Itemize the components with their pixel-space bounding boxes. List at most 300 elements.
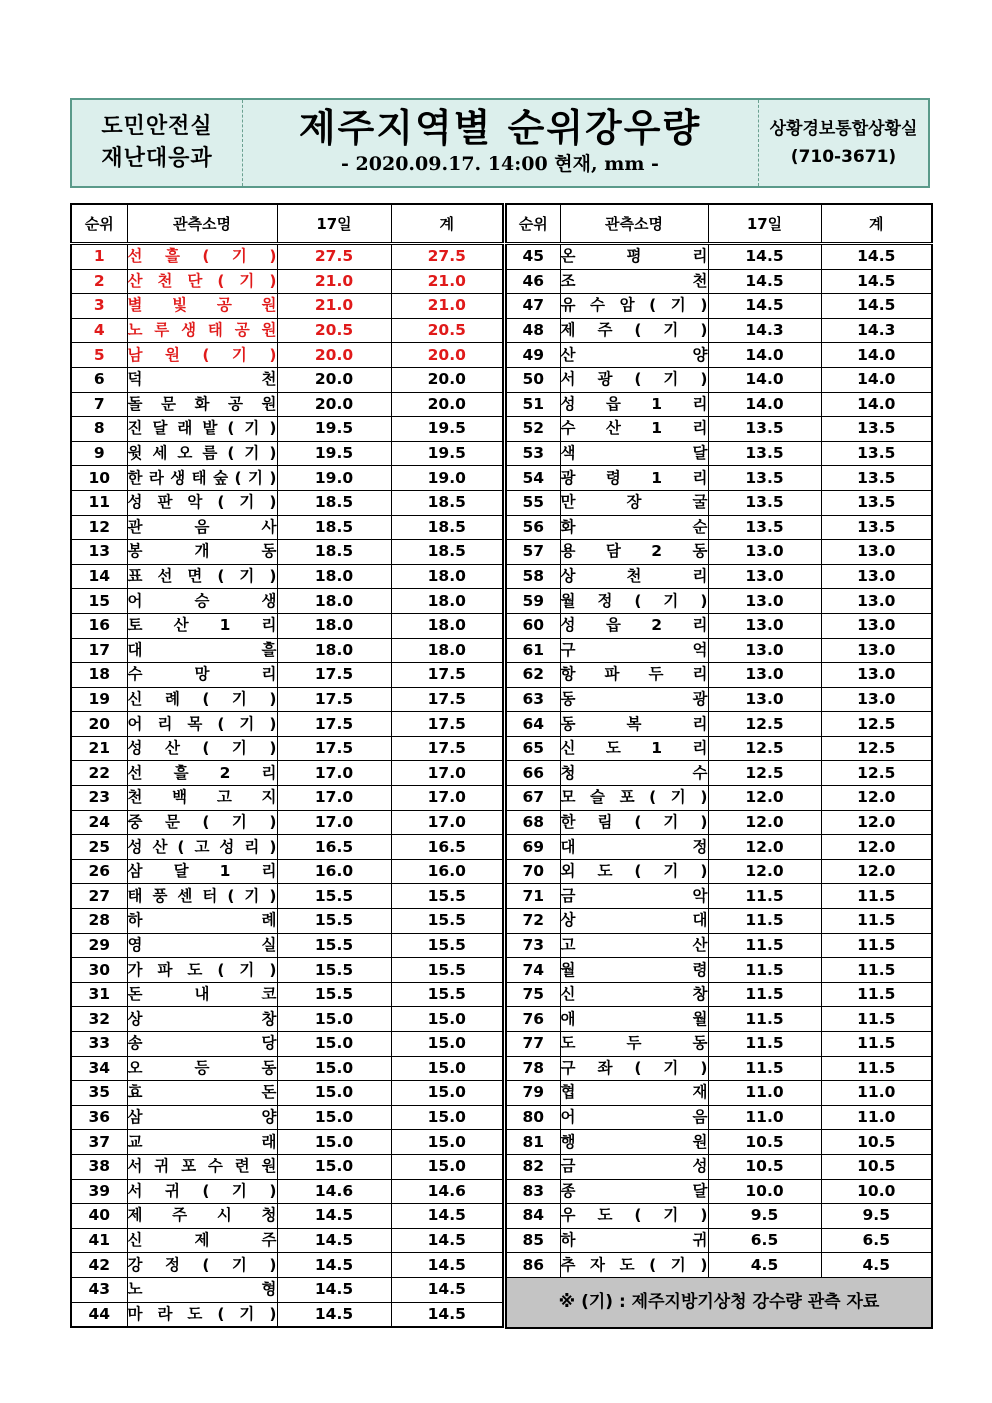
total-rainfall-cell: 6.5	[821, 1228, 932, 1253]
rank-cell: 64	[506, 712, 560, 737]
day-rainfall-cell: 10.0	[708, 1179, 821, 1204]
station-name: 광 령 1 리	[560, 468, 708, 487]
rank-cell: 18	[71, 663, 127, 688]
rank-cell: 15	[71, 589, 127, 614]
table-row	[71, 490, 503, 515]
rank-cell: 55	[506, 490, 560, 515]
day-rainfall-cell: 15.5	[277, 982, 391, 1007]
table-row	[506, 933, 932, 958]
station-cell	[560, 367, 708, 392]
total-rainfall-cell: 14.6	[391, 1179, 503, 1204]
station-cell	[127, 564, 277, 589]
rank-cell: 14	[71, 564, 127, 589]
station-name: 윗 세 오 름 ( 기 )	[127, 444, 277, 463]
total-rainfall-cell: 15.0	[391, 1007, 503, 1032]
table-row	[506, 244, 932, 270]
day-rainfall-cell: 17.5	[277, 712, 391, 737]
station-cell	[127, 638, 277, 663]
table-row	[71, 761, 503, 786]
station-cell	[127, 982, 277, 1007]
station-name: 추 자 도 ( 기 )	[560, 1255, 708, 1274]
station-name: 월 정 ( 기 )	[560, 591, 708, 610]
day-rainfall-cell: 12.0	[708, 835, 821, 860]
total-rainfall-cell: 15.0	[391, 1154, 503, 1179]
table-row	[71, 1277, 503, 1302]
rank-cell: 66	[506, 761, 560, 786]
table-row	[71, 466, 503, 491]
rank-cell: 51	[506, 392, 560, 417]
rank-cell: 27	[71, 884, 127, 909]
rank-cell: 58	[506, 564, 560, 589]
table-row	[71, 540, 503, 565]
rank-cell: 75	[506, 982, 560, 1007]
station-cell	[560, 392, 708, 417]
day-rainfall-cell: 13.0	[708, 540, 821, 565]
station-name: 어 리 목 ( 기 )	[127, 714, 277, 733]
rank-cell: 5	[71, 343, 127, 368]
rank-cell: 44	[71, 1302, 127, 1327]
day-rainfall-cell: 15.0	[277, 1081, 391, 1106]
department-line-1: 도민안전실	[101, 114, 213, 139]
station-cell	[560, 613, 708, 638]
table-row	[71, 835, 503, 860]
day-rainfall-cell: 17.5	[277, 663, 391, 688]
rank-cell: 73	[506, 933, 560, 958]
day-rainfall-cell: 14.5	[277, 1302, 391, 1327]
total-rainfall-cell: 14.5	[821, 244, 932, 270]
station-name: 하 례	[127, 911, 277, 930]
day-rainfall-cell: 13.5	[708, 417, 821, 442]
total-rainfall-cell: 17.0	[391, 786, 503, 811]
total-rainfall-cell: 17.5	[391, 712, 503, 737]
rank-cell: 22	[71, 761, 127, 786]
station-cell	[560, 269, 708, 294]
rank-cell: 30	[71, 958, 127, 983]
day-rainfall-cell: 11.5	[708, 1032, 821, 1057]
day-rainfall-cell: 15.5	[277, 933, 391, 958]
station-cell	[560, 1154, 708, 1179]
total-rainfall-cell: 13.0	[821, 540, 932, 565]
station-cell	[560, 1179, 708, 1204]
rank-cell: 7	[71, 392, 127, 417]
col-total: 계	[821, 204, 932, 244]
rank-cell: 32	[71, 1007, 127, 1032]
station-name: 수 산 1 리	[560, 419, 708, 438]
table-row	[71, 515, 503, 540]
rainfall-rows-right	[506, 244, 932, 1328]
station-name: 표 선 면 ( 기 )	[127, 567, 277, 586]
col-station: 관측소명	[127, 204, 277, 244]
station-name: 신 도 1 리	[560, 739, 708, 758]
day-rainfall-cell: 13.5	[708, 441, 821, 466]
day-rainfall-cell: 12.5	[708, 761, 821, 786]
total-rainfall-cell: 20.0	[391, 367, 503, 392]
day-rainfall-cell: 6.5	[708, 1228, 821, 1253]
station-name: 제 주 ( 기 )	[560, 321, 708, 340]
rank-cell: 60	[506, 613, 560, 638]
table-row	[71, 1056, 503, 1081]
note-row	[506, 1277, 932, 1328]
total-rainfall-cell: 15.0	[391, 1056, 503, 1081]
station-cell	[127, 1228, 277, 1253]
rainfall-rows-left	[71, 244, 503, 1328]
station-name: 산 천 단 ( 기 )	[127, 271, 277, 290]
rank-cell: 74	[506, 958, 560, 983]
day-rainfall-cell: 18.0	[277, 564, 391, 589]
rank-cell: 82	[506, 1154, 560, 1179]
station-cell	[127, 294, 277, 319]
day-rainfall-cell: 20.0	[277, 367, 391, 392]
total-rainfall-cell: 15.5	[391, 958, 503, 983]
day-rainfall-cell: 20.5	[277, 318, 391, 343]
station-cell	[127, 613, 277, 638]
day-rainfall-cell: 14.5	[277, 1253, 391, 1278]
day-rainfall-cell: 18.5	[277, 540, 391, 565]
day-rainfall-cell: 4.5	[708, 1253, 821, 1278]
station-cell	[560, 835, 708, 860]
station-name: 외 도 ( 기 )	[560, 862, 708, 881]
table-row	[506, 269, 932, 294]
station-name: 금 성	[560, 1157, 708, 1176]
day-rainfall-cell: 14.5	[277, 1228, 391, 1253]
station-cell	[560, 1228, 708, 1253]
station-cell	[127, 884, 277, 909]
station-name: 온 평 리	[560, 247, 708, 266]
table-row	[506, 318, 932, 343]
day-rainfall-cell: 13.5	[708, 490, 821, 515]
day-rainfall-cell: 11.5	[708, 982, 821, 1007]
rank-cell: 63	[506, 687, 560, 712]
station-cell	[127, 909, 277, 934]
day-rainfall-cell: 21.0	[277, 269, 391, 294]
rank-cell: 47	[506, 294, 560, 319]
rank-cell: 52	[506, 417, 560, 442]
total-rainfall-cell: 14.3	[821, 318, 932, 343]
rank-cell: 24	[71, 810, 127, 835]
table-row	[506, 1032, 932, 1057]
station-cell	[127, 1253, 277, 1278]
table-header-row	[506, 204, 932, 244]
day-rainfall-cell: 13.0	[708, 638, 821, 663]
rank-cell: 42	[71, 1253, 127, 1278]
station-name: 한 라 생 태 숲 ( 기 )	[127, 468, 277, 487]
department-line-2: 재난대응과	[101, 146, 213, 171]
station-name: 수 망 리	[127, 665, 277, 684]
station-cell	[127, 958, 277, 983]
day-rainfall-cell: 15.0	[277, 1154, 391, 1179]
total-rainfall-cell: 18.0	[391, 613, 503, 638]
table-row	[506, 540, 932, 565]
total-rainfall-cell: 14.5	[391, 1277, 503, 1302]
rank-cell: 13	[71, 540, 127, 565]
total-rainfall-cell: 10.5	[821, 1154, 932, 1179]
station-cell	[560, 736, 708, 761]
rank-cell: 37	[71, 1130, 127, 1155]
station-name: 색 달	[560, 444, 708, 463]
total-rainfall-cell: 20.0	[391, 392, 503, 417]
table-row	[506, 441, 932, 466]
station-cell	[127, 1056, 277, 1081]
total-rainfall-cell: 18.5	[391, 540, 503, 565]
table-row	[71, 884, 503, 909]
total-rainfall-cell: 15.5	[391, 909, 503, 934]
station-cell	[560, 1081, 708, 1106]
total-rainfall-cell: 14.5	[391, 1228, 503, 1253]
rank-cell: 50	[506, 367, 560, 392]
station-cell	[560, 1105, 708, 1130]
day-rainfall-cell: 11.0	[708, 1105, 821, 1130]
day-rainfall-cell: 17.5	[277, 736, 391, 761]
station-name: 돈 내 코	[127, 985, 277, 1004]
table-row	[506, 417, 932, 442]
total-rainfall-cell: 11.5	[821, 982, 932, 1007]
station-cell	[560, 884, 708, 909]
station-cell	[560, 294, 708, 319]
day-rainfall-cell: 14.5	[277, 1204, 391, 1229]
rank-cell: 45	[506, 244, 560, 270]
table-row	[506, 392, 932, 417]
table-row	[71, 687, 503, 712]
station-name: 구 억	[560, 640, 708, 659]
total-rainfall-cell: 11.5	[821, 933, 932, 958]
day-rainfall-cell: 15.0	[277, 1056, 391, 1081]
station-name: 관 음 사	[127, 517, 277, 536]
table-row	[506, 589, 932, 614]
rank-cell: 53	[506, 441, 560, 466]
station-name: 어 음	[560, 1108, 708, 1127]
rank-cell: 57	[506, 540, 560, 565]
station-cell	[560, 909, 708, 934]
station-cell	[560, 786, 708, 811]
table-row	[71, 663, 503, 688]
station-name: 선 흘 ( 기 )	[127, 247, 277, 266]
total-rainfall-cell: 11.5	[821, 909, 932, 934]
table-row	[71, 909, 503, 934]
total-rainfall-cell: 13.0	[821, 687, 932, 712]
total-rainfall-cell: 11.0	[821, 1081, 932, 1106]
station-name: 중 문 ( 기 )	[127, 812, 277, 831]
station-cell	[127, 1081, 277, 1106]
rank-cell: 49	[506, 343, 560, 368]
station-cell	[560, 1056, 708, 1081]
station-cell	[560, 318, 708, 343]
report-timestamp: - 2020.09.17. 14:00 현재, mm -	[341, 153, 659, 175]
station-name: 조 천	[560, 271, 708, 290]
total-rainfall-cell: 14.0	[821, 343, 932, 368]
day-rainfall-cell: 12.5	[708, 712, 821, 737]
total-rainfall-cell: 13.0	[821, 663, 932, 688]
day-rainfall-cell: 13.0	[708, 589, 821, 614]
station-cell	[127, 1130, 277, 1155]
station-name: 송 당	[127, 1034, 277, 1053]
station-cell	[560, 810, 708, 835]
station-name: 신 례 ( 기 )	[127, 689, 277, 708]
table-row	[506, 1130, 932, 1155]
station-name: 대 흘	[127, 640, 277, 659]
total-rainfall-cell: 12.0	[821, 859, 932, 884]
station-cell	[560, 663, 708, 688]
station-cell	[560, 417, 708, 442]
station-cell	[560, 515, 708, 540]
day-rainfall-cell: 17.5	[277, 687, 391, 712]
total-rainfall-cell: 11.5	[821, 958, 932, 983]
table-row	[71, 638, 503, 663]
station-name: 고 산	[560, 935, 708, 954]
title-box	[243, 100, 757, 186]
day-rainfall-cell: 21.0	[277, 294, 391, 319]
station-name: 행 원	[560, 1132, 708, 1151]
table-row	[506, 1105, 932, 1130]
station-name: 서 광 ( 기 )	[560, 370, 708, 389]
station-name: 도 두 동	[560, 1034, 708, 1053]
total-rainfall-cell: 12.0	[821, 786, 932, 811]
station-name: 화 순	[560, 517, 708, 536]
table-row	[506, 835, 932, 860]
office-phone: (710-3671)	[790, 147, 897, 167]
total-rainfall-cell: 11.0	[821, 1105, 932, 1130]
day-rainfall-cell: 12.0	[708, 810, 821, 835]
total-rainfall-cell: 13.5	[821, 466, 932, 491]
total-rainfall-cell: 20.5	[391, 318, 503, 343]
station-cell	[127, 859, 277, 884]
total-rainfall-cell: 14.0	[821, 367, 932, 392]
day-rainfall-cell: 14.5	[708, 294, 821, 319]
rank-cell: 69	[506, 835, 560, 860]
day-rainfall-cell: 12.0	[708, 786, 821, 811]
total-rainfall-cell: 17.0	[391, 810, 503, 835]
station-name: 신 창	[560, 985, 708, 1004]
day-rainfall-cell: 11.0	[708, 1081, 821, 1106]
day-rainfall-cell: 10.5	[708, 1154, 821, 1179]
station-cell	[127, 1007, 277, 1032]
rank-cell: 29	[71, 933, 127, 958]
station-cell	[560, 761, 708, 786]
col-rank: 순위	[506, 204, 560, 244]
total-rainfall-cell: 27.5	[391, 244, 503, 270]
station-name: 강 정 ( 기 )	[127, 1255, 277, 1274]
total-rainfall-cell: 14.5	[821, 294, 932, 319]
rank-cell: 46	[506, 269, 560, 294]
station-cell	[560, 244, 708, 270]
day-rainfall-cell: 13.5	[708, 515, 821, 540]
table-row	[506, 663, 932, 688]
table-row	[506, 613, 932, 638]
station-cell	[127, 1032, 277, 1057]
total-rainfall-cell: 14.5	[391, 1204, 503, 1229]
total-rainfall-cell: 21.0	[391, 269, 503, 294]
total-rainfall-cell: 14.5	[391, 1302, 503, 1327]
station-cell	[127, 1204, 277, 1229]
rank-cell: 34	[71, 1056, 127, 1081]
station-name: 어 승 생	[127, 591, 277, 610]
rank-cell: 31	[71, 982, 127, 1007]
total-rainfall-cell: 18.0	[391, 564, 503, 589]
total-rainfall-cell: 12.5	[821, 736, 932, 761]
station-cell	[560, 958, 708, 983]
day-rainfall-cell: 13.0	[708, 564, 821, 589]
total-rainfall-cell: 12.5	[821, 712, 932, 737]
rank-cell: 25	[71, 835, 127, 860]
day-rainfall-cell: 14.5	[708, 244, 821, 270]
rank-cell: 3	[71, 294, 127, 319]
station-cell	[560, 1204, 708, 1229]
table-row	[506, 1007, 932, 1032]
day-rainfall-cell: 18.5	[277, 515, 391, 540]
total-rainfall-cell: 15.5	[391, 884, 503, 909]
rank-cell: 70	[506, 859, 560, 884]
station-name: 천 백 고 지	[127, 788, 277, 807]
total-rainfall-cell: 19.0	[391, 466, 503, 491]
station-name: 성 산 ( 고 성 리 )	[127, 837, 277, 856]
station-cell	[127, 318, 277, 343]
day-rainfall-cell: 15.5	[277, 958, 391, 983]
day-rainfall-cell: 11.5	[708, 958, 821, 983]
table-row	[71, 958, 503, 983]
day-rainfall-cell: 13.5	[708, 466, 821, 491]
day-rainfall-cell: 11.5	[708, 1007, 821, 1032]
total-rainfall-cell: 20.0	[391, 343, 503, 368]
station-name: 가 파 도 ( 기 )	[127, 960, 277, 979]
station-name: 우 도 ( 기 )	[560, 1206, 708, 1225]
col-station: 관측소명	[560, 204, 708, 244]
station-cell	[127, 933, 277, 958]
station-cell	[127, 466, 277, 491]
total-rainfall-cell: 13.5	[821, 417, 932, 442]
day-rainfall-cell: 20.0	[277, 392, 391, 417]
rank-cell: 10	[71, 466, 127, 491]
station-cell	[127, 367, 277, 392]
total-rainfall-cell: 21.0	[391, 294, 503, 319]
day-rainfall-cell: 10.5	[708, 1130, 821, 1155]
rank-cell: 80	[506, 1105, 560, 1130]
station-name: 삼 양	[127, 1108, 277, 1127]
day-rainfall-cell: 18.0	[277, 613, 391, 638]
total-rainfall-cell: 12.0	[821, 810, 932, 835]
rank-cell: 21	[71, 736, 127, 761]
total-rainfall-cell: 13.0	[821, 638, 932, 663]
page-title: 제주지역별 순위강우량	[298, 106, 702, 150]
day-rainfall-cell: 15.5	[277, 909, 391, 934]
col-rank: 순위	[71, 204, 127, 244]
rainfall-table-left	[70, 203, 504, 1328]
rank-cell: 35	[71, 1081, 127, 1106]
table-row	[506, 343, 932, 368]
table-row	[506, 810, 932, 835]
day-rainfall-cell: 15.0	[277, 1032, 391, 1057]
table-row	[506, 736, 932, 761]
rank-cell: 28	[71, 909, 127, 934]
total-rainfall-cell: 13.0	[821, 613, 932, 638]
source-note: ※ (기) : 제주지방기상청 강수량 관측 자료	[506, 1277, 932, 1328]
day-rainfall-cell: 14.0	[708, 392, 821, 417]
day-rainfall-cell: 11.5	[708, 884, 821, 909]
table-row	[506, 786, 932, 811]
table-row	[71, 859, 503, 884]
total-rainfall-cell: 11.5	[821, 1007, 932, 1032]
day-rainfall-cell: 14.5	[708, 269, 821, 294]
total-rainfall-cell: 19.5	[391, 417, 503, 442]
station-cell	[560, 1032, 708, 1057]
total-rainfall-cell: 13.0	[821, 589, 932, 614]
station-name: 종 달	[560, 1181, 708, 1200]
rank-cell: 20	[71, 712, 127, 737]
station-name: 만 장 굴	[560, 493, 708, 512]
day-rainfall-cell: 13.0	[708, 687, 821, 712]
rank-cell: 41	[71, 1228, 127, 1253]
station-name: 성 읍 2 리	[560, 616, 708, 635]
table-row	[71, 1130, 503, 1155]
table-row	[71, 441, 503, 466]
